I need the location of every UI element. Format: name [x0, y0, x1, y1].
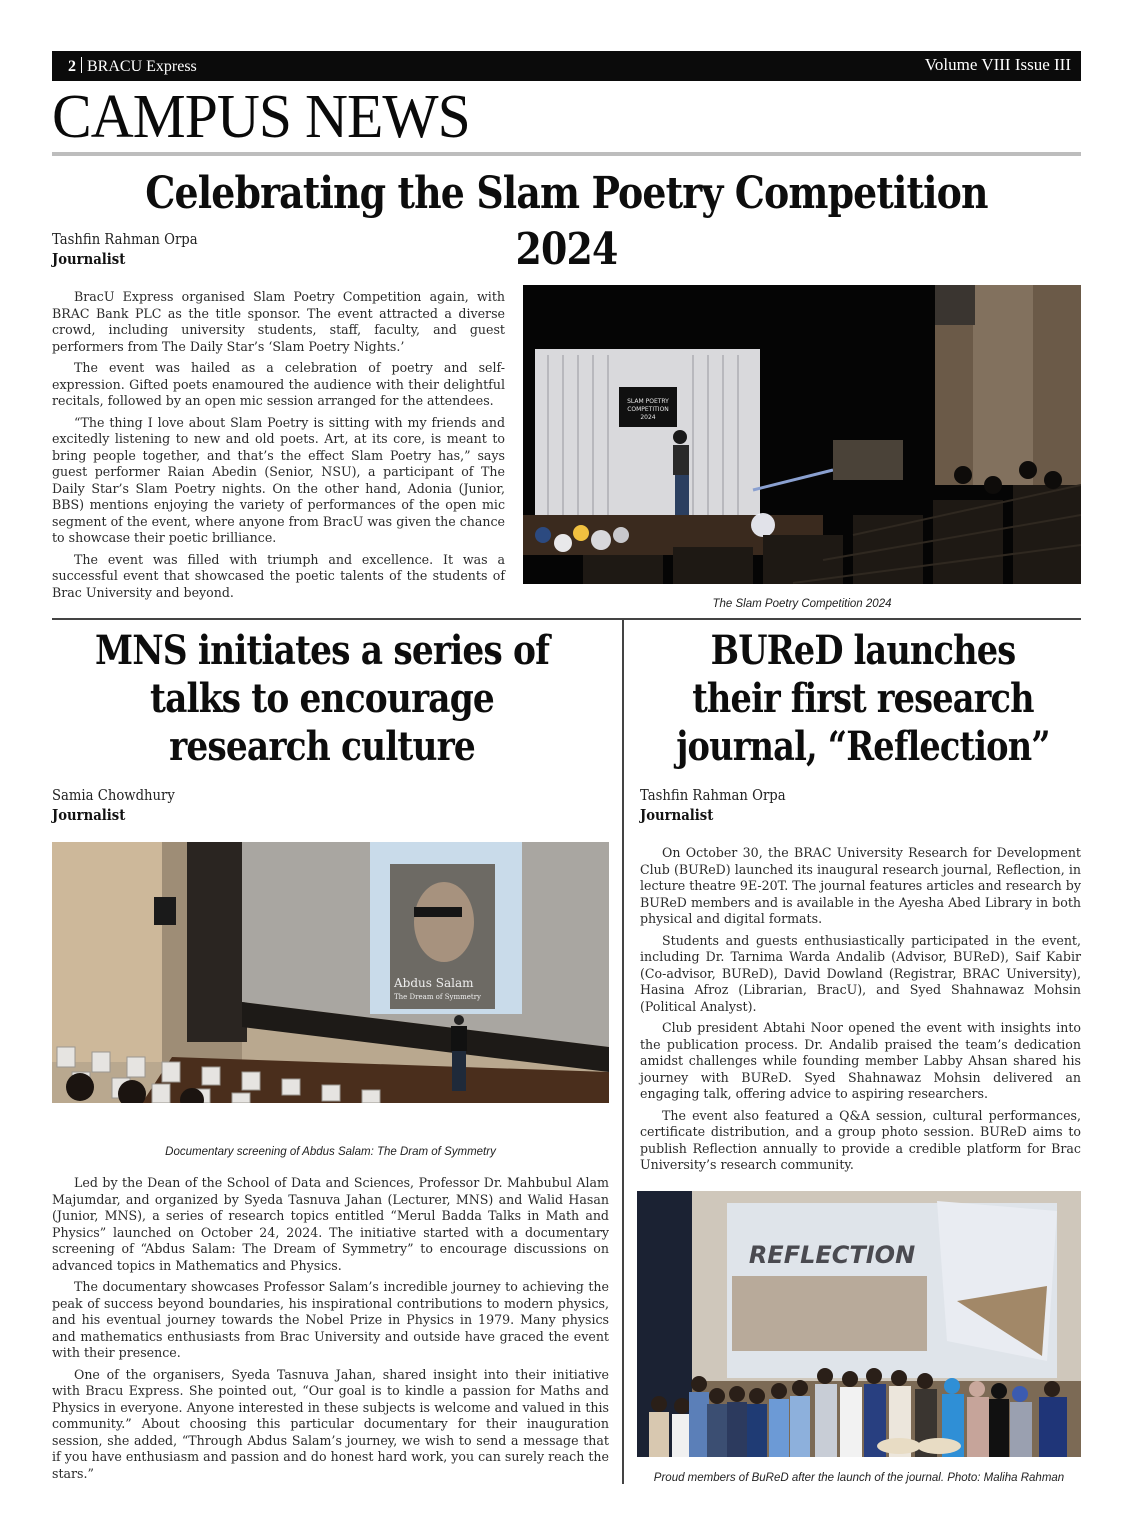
paragraph: The event also featured a Q&A session, cultural performances, certificate distribution, and a group photo session. BUReD aims to publish Reflection annually to provide a credible platform for Brac University’s research community. [640, 1107, 1081, 1172]
author-role: Journalist [52, 250, 126, 268]
article-2-headline: MNS initiates a series of talks to encourage research culture [94, 627, 550, 770]
column-divider [622, 619, 624, 1484]
page-header-left [68, 57, 197, 76]
page-header-bar [52, 51, 1081, 81]
paragraph: Students and guests enthusiastically participated in the event, including Dr. Tarnima Warda Andalib (Advisor, BUReD), Saif Kabir (Co-advisor, BUReD), David Dowland (Registrar, BRAC University), Hasina Afroz (Librarian, BracU), and Syed Shahnawaz Mohsin (Political Analyst). [640, 932, 1081, 1014]
article-3-headline: BUReD launches their first research journal, “Reflection” [676, 627, 1050, 770]
documentary-screening-photo [52, 842, 609, 1103]
paragraph: On October 30, the BRAC University Research for Development Club (BUReD) launched its inaugural research journal, Reflection, in lecture theatre 9E-20T. The journal features articles and research by BUReD members and is available in the Ayesha Abed Library in both physical and digital formats. [640, 845, 1081, 926]
issue-label: Volume VIII Issue III [924, 55, 1071, 74]
paragraph: The event was hailed as a celebration of poetry and self-expression. Gifted poets enamoured the audience with their delightful recitals, followed by an open mic session arranged for the attendees. [52, 360, 505, 408]
slam-poetry-photo [523, 285, 1081, 584]
author-name: Samia Chowdhury [52, 786, 175, 804]
section-divider [52, 152, 1081, 156]
paragraph: One of the organisers, Syeda Tasnuva Jahan, shared insight into their initiative with Bracu Express. She pointed out, “Our goal is to kindle a passion for Maths and Physics in everyone. Anyone interested in these subjects is welcome and valued in this community.” About choosing this particular documentary for their inauguration session, she added, “Through Abdus Salam’s journey, we wish to send a message that if you have enthusiasm and passion and do honest hard work, you can surely reach the stars.” [52, 1366, 609, 1481]
horizontal-divider [52, 618, 1081, 620]
author-role: Journalist [640, 806, 714, 824]
paragraph: Led by the Dean of the School of Data and Sciences, Professor Dr. Mahbubul Alam Majumdar, and organized by Syeda Tasnuva Jahan (Lecturer, MNS) and Walid Hasan (Junior, MNS), a series of research topics entitled “Merul Badda Talks in Math and Physics” launched on October 24, 2024. The initiative started with a documentary screening of “Abdus Salam: The Dream of Symmetry” to encourage discussions on advanced topics in Mathematics and Physics. [52, 1175, 609, 1273]
article-2-body [52, 1175, 609, 1487]
bured-caption: Proud members of BuReD after the launch of the journal. Photo: Maliha Rahman [653, 1472, 1065, 1484]
section-title: CAMPUS NEWS [52, 83, 470, 151]
paragraph: The event was filled with triumph and excellence. It was a successful event that showcased the poetic talents of the students of Brac University and beyond. [52, 551, 505, 600]
article-3-byline [640, 785, 786, 825]
paragraph: The documentary showcases Professor Salam’s incredible journey to achieving the peak of success beyond boundaries, his inspirational contributions to modern physics, and his eventual journey towards the Nobel Prize in Physics in 1979. Many physics and mathematics enthusiasts from Brac University and outside have graced the event with their presence. [52, 1279, 609, 1360]
author-name: Tashfin Rahman Orpa [52, 230, 198, 248]
author-name: Tashfin Rahman Orpa [640, 786, 786, 804]
article-3-body [640, 845, 1081, 1179]
article-1-byline [52, 229, 198, 269]
paragraph: BracU Express organised Slam Poetry Competition again, with BRAC Bank PLC as the title sponsor. The event attracted a diverse crowd, including university students, staff, faculty, and guest performers from The Daily Star’s ‘Slam Poetry Nights.’ [52, 289, 505, 354]
svg-text:COMPETITION: COMPETITION [627, 406, 669, 413]
bured-group-photo [637, 1191, 1081, 1457]
article-2-byline [52, 785, 175, 825]
documentary-caption: Documentary screening of Abdus Salam: The Dram of Symmetry [165, 1146, 496, 1158]
header-separator [81, 57, 82, 73]
publication-name: BRACU Express [87, 58, 197, 75]
screen-title: REFLECTION [748, 1241, 916, 1269]
page-number: 2 [68, 58, 76, 75]
article-1-body [52, 289, 505, 606]
svg-text:2024: 2024 [640, 414, 656, 421]
paragraph: “The thing I love about Slam Poetry is sitting with my friends and excitedly listening to new and old poets. Art, at its core, is meant to bring people together, and that’s the effect Slam Poetry has,” says guest performer Raian Abedin (Senior, NSU), a participant of The Daily Star’s Slam Poetry nights. On the other hand, Adonia (Junior, BBS) mentions enjoying the variety of performances of the open mic segment of the event, where anyone from BracU was given the chance to showcase their poetic brilliance. [52, 414, 505, 545]
slam-poetry-caption: The Slam Poetry Competition 2024 [712, 598, 892, 610]
poster-title: Abdus Salam [394, 976, 474, 990]
author-role: Journalist [52, 806, 126, 824]
svg-text:The Dream of Symmetry: The Dream of Symmetry [394, 993, 481, 1001]
svg-text:SLAM POETRY: SLAM POETRY [627, 398, 669, 405]
article-1-headline: Celebrating the Slam Poetry Competition 2024 [145, 168, 988, 275]
paragraph: Club president Abtahi Noor opened the event with insights into the publication process. Dr. Andalib praised the team’s dedication amidst challenges while founding member Labby Ahsan shared his journey with BUReD. Syed Shahnawaz Mohsin delivered an engaging talk, offering advice to aspiring researchers. [640, 1020, 1081, 1101]
